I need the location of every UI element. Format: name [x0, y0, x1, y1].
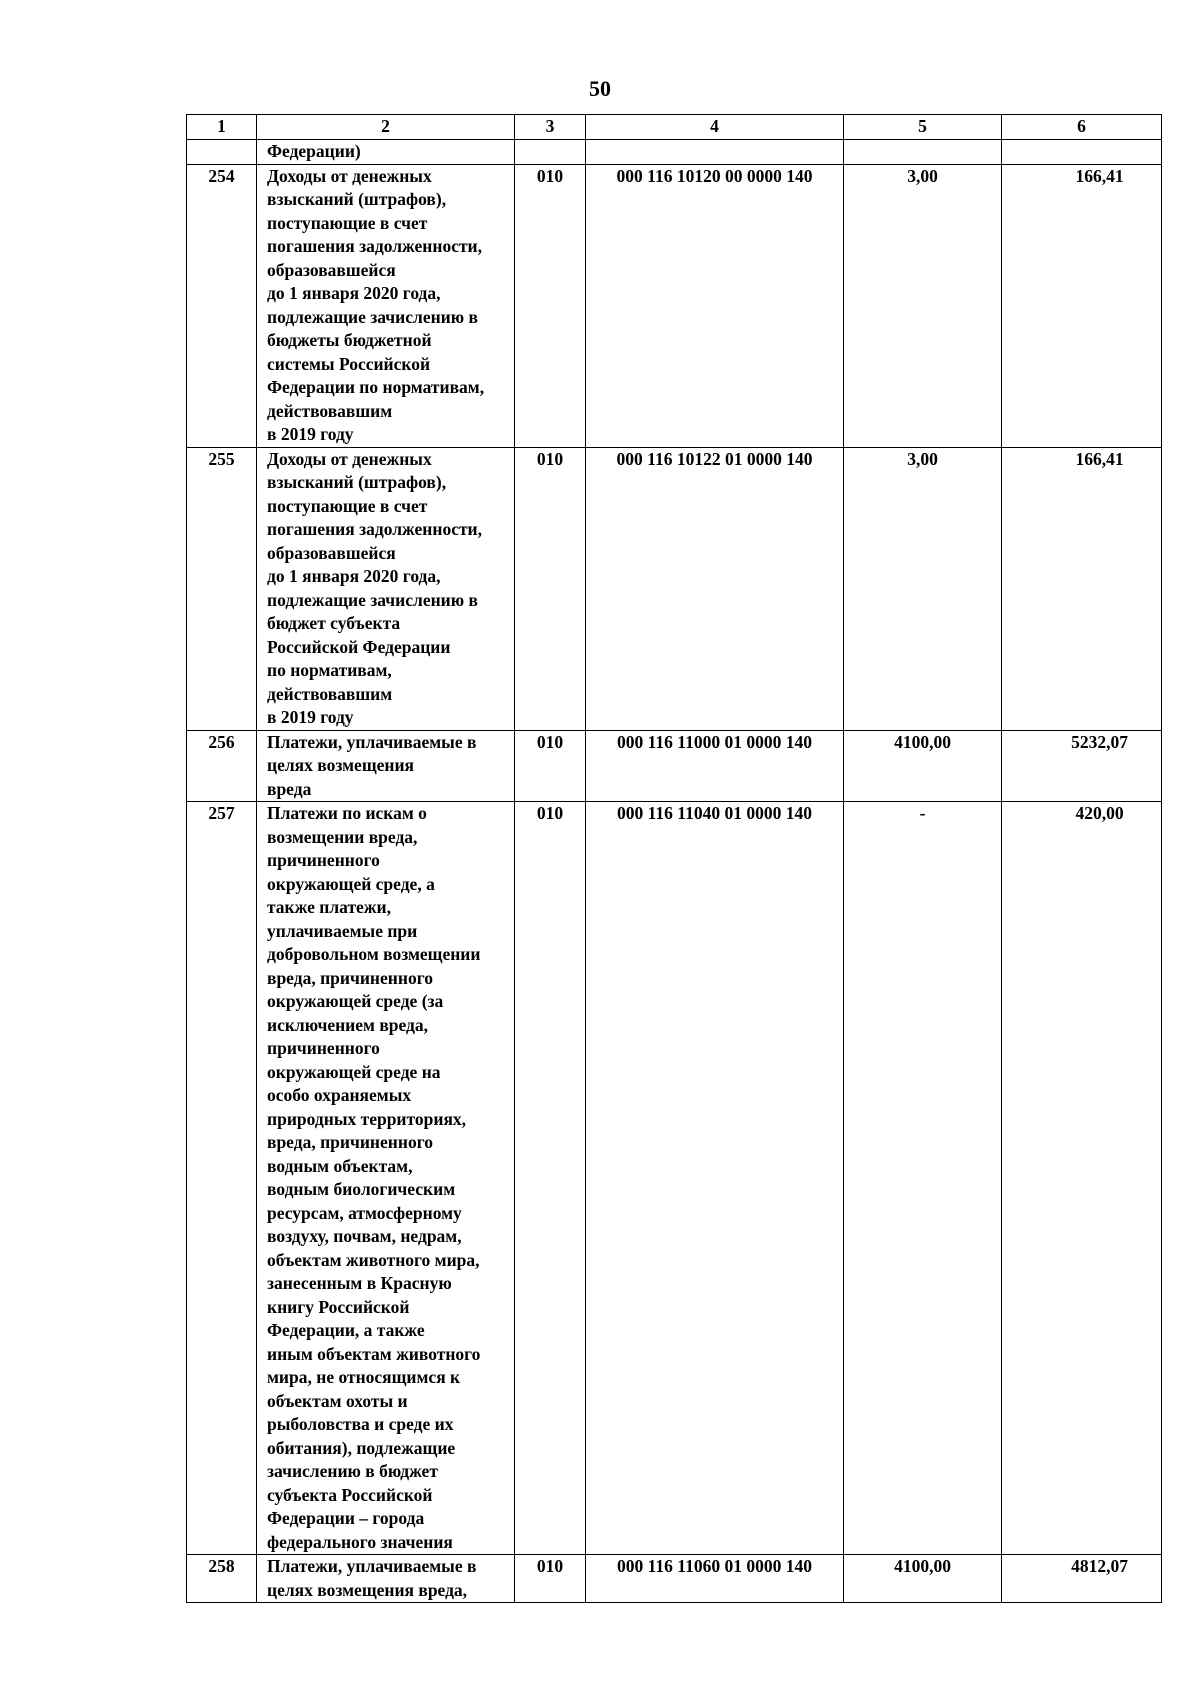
- row-number: 254: [187, 164, 257, 447]
- desc-line: причиненного: [267, 1038, 380, 1058]
- table-row: [187, 164, 1162, 447]
- desc-line: Платежи по искам о: [267, 803, 427, 823]
- row-number: 257: [187, 802, 257, 1555]
- desc-line: книгу Российской: [267, 1296, 410, 1317]
- row-budget-code: 000 116 10122 01 0000 140: [586, 447, 844, 730]
- row-value-col6: 166,41: [1002, 447, 1162, 730]
- desc-line: Доходы от денежных: [267, 448, 432, 469]
- desc-line: обитания), подлежащие: [267, 1437, 456, 1458]
- desc-line: рыболовства и среде их: [267, 1414, 454, 1434]
- desc-line: Платежи, уплачиваемые в: [267, 731, 477, 752]
- row-value-col6: 4812,07: [1002, 1555, 1162, 1603]
- desc-line: водным объектам,: [267, 1155, 413, 1176]
- desc-line: ресурсам, атмосферному: [267, 1202, 462, 1223]
- row-number: 258: [187, 1555, 257, 1603]
- desc-line: причиненного: [267, 850, 380, 870]
- desc-line: окружающей среде на: [267, 1061, 441, 1082]
- desc-line: действовавшим: [267, 683, 393, 704]
- continuation-code: [586, 140, 844, 165]
- desc-line: Доходы от денежных: [267, 165, 432, 186]
- header-col-4: 4: [586, 115, 844, 140]
- continuation-col6: [1002, 140, 1162, 165]
- desc-line: Федерации по нормативам,: [267, 377, 485, 397]
- desc-line: Российской Федерации: [267, 636, 451, 657]
- row-description: [257, 1555, 515, 1603]
- row-admin-code: 010: [515, 1555, 586, 1603]
- header-col-1: 1: [187, 115, 257, 140]
- table-row: [187, 447, 1162, 730]
- row-description: [257, 447, 515, 730]
- desc-line: по нормативам,: [267, 660, 392, 680]
- desc-line: водным биологическим: [267, 1179, 456, 1199]
- row-value-col6: 420,00: [1002, 802, 1162, 1555]
- desc-line: природных территориях,: [267, 1108, 467, 1129]
- table-row: [187, 1555, 1162, 1603]
- desc-line: мира, не относящимся к: [267, 1367, 461, 1387]
- desc-line: поступающие в счет: [267, 495, 428, 516]
- continuation-admin: [515, 140, 586, 165]
- row-budget-code: 000 116 11040 01 0000 140: [586, 802, 844, 1555]
- desc-line: вреда: [267, 778, 312, 799]
- desc-line: поступающие в счет: [267, 212, 428, 233]
- row-budget-code: 000 116 11060 01 0000 140: [586, 1555, 844, 1603]
- desc-line: взысканий (штрафов),: [267, 189, 447, 209]
- row-admin-code: 010: [515, 802, 586, 1555]
- row-number: 256: [187, 730, 257, 802]
- header-col-3: 3: [515, 115, 586, 140]
- continuation-desc: [257, 140, 515, 165]
- budget-income-table: [186, 114, 1162, 1603]
- row-value-col5: 3,00: [844, 447, 1002, 730]
- table-row: [187, 730, 1162, 802]
- desc-line: зачислению в бюджет: [267, 1461, 438, 1481]
- row-value-col5: -: [844, 802, 1002, 1555]
- desc-line: возмещении вреда,: [267, 826, 418, 847]
- desc-line: целях возмещения: [267, 755, 414, 775]
- row-description: [257, 802, 515, 1555]
- desc-line: до 1 января 2020 года,: [267, 566, 441, 586]
- desc-line: до 1 января 2020 года,: [267, 283, 441, 303]
- desc-line: подлежащие зачислению в: [267, 306, 478, 327]
- desc-line: объектам животного мира,: [267, 1249, 480, 1270]
- desc-line: исключением вреда,: [267, 1014, 429, 1035]
- row-value-col5: 4100,00: [844, 1555, 1002, 1603]
- desc-line: добровольном возмещении: [267, 944, 481, 964]
- desc-line: в 2019 году: [267, 424, 354, 444]
- desc-line: целях возмещения вреда,: [267, 1579, 468, 1600]
- desc-line: воздуху, почвам, недрам,: [267, 1226, 462, 1246]
- row-admin-code: 010: [515, 164, 586, 447]
- desc-line: объектам охоты и: [267, 1390, 408, 1411]
- table-row: [187, 802, 1162, 1555]
- desc-line: образовавшейся: [267, 542, 396, 563]
- row-value-col5: 3,00: [844, 164, 1002, 447]
- desc-line: бюджет субъекта: [267, 613, 401, 633]
- desc-line: Федерации): [267, 141, 361, 161]
- row-number: 255: [187, 447, 257, 730]
- row-value-col5: 4100,00: [844, 730, 1002, 802]
- row-value-col6: 5232,07: [1002, 730, 1162, 802]
- desc-line: взысканий (штрафов),: [267, 472, 447, 492]
- desc-line: в 2019 году: [267, 707, 354, 727]
- header-col-5: 5: [844, 115, 1002, 140]
- desc-line: погашения задолженности,: [267, 519, 483, 539]
- row-description: [257, 164, 515, 447]
- desc-line: Платежи, уплачиваемые в: [267, 1556, 477, 1576]
- desc-line: погашения задолженности,: [267, 236, 483, 256]
- desc-line: системы Российской: [267, 353, 431, 374]
- desc-line: субъекта Российской: [267, 1484, 433, 1505]
- desc-line: вреда, причиненного: [267, 967, 433, 988]
- desc-line: иным объектам животного: [267, 1343, 481, 1364]
- desc-line: федерального значения: [267, 1531, 453, 1552]
- row-budget-code: 000 116 11000 01 0000 140: [586, 730, 844, 802]
- desc-line: уплачиваемые при: [267, 920, 418, 941]
- continuation-col5: [844, 140, 1002, 165]
- desc-line: образовавшейся: [267, 259, 396, 280]
- row-value-col6: 166,41: [1002, 164, 1162, 447]
- desc-line: действовавшим: [267, 400, 393, 421]
- row-admin-code: 010: [515, 447, 586, 730]
- desc-line: особо охраняемых: [267, 1085, 412, 1105]
- row-admin-code: 010: [515, 730, 586, 802]
- desc-line: занесенным в Красную: [267, 1273, 452, 1293]
- desc-line: подлежащие зачислению в: [267, 589, 478, 610]
- header-col-2: 2: [257, 115, 515, 140]
- row-budget-code: 000 116 10120 00 0000 140: [586, 164, 844, 447]
- desc-line: бюджеты бюджетной: [267, 330, 432, 350]
- desc-line: также платежи,: [267, 897, 391, 917]
- page-number: 50: [589, 76, 611, 101]
- desc-line: Федерации – города: [267, 1508, 425, 1528]
- desc-line: окружающей среде, а: [267, 873, 435, 894]
- desc-line: вреда, причиненного: [267, 1132, 433, 1152]
- desc-line: окружающей среде (за: [267, 991, 444, 1011]
- continuation-num: [187, 140, 257, 165]
- desc-line: Федерации, а также: [267, 1320, 425, 1340]
- row-description: [257, 730, 515, 802]
- header-col-6: 6: [1002, 115, 1162, 140]
- continuation-row: [187, 140, 1162, 165]
- column-number-header: [187, 115, 1162, 140]
